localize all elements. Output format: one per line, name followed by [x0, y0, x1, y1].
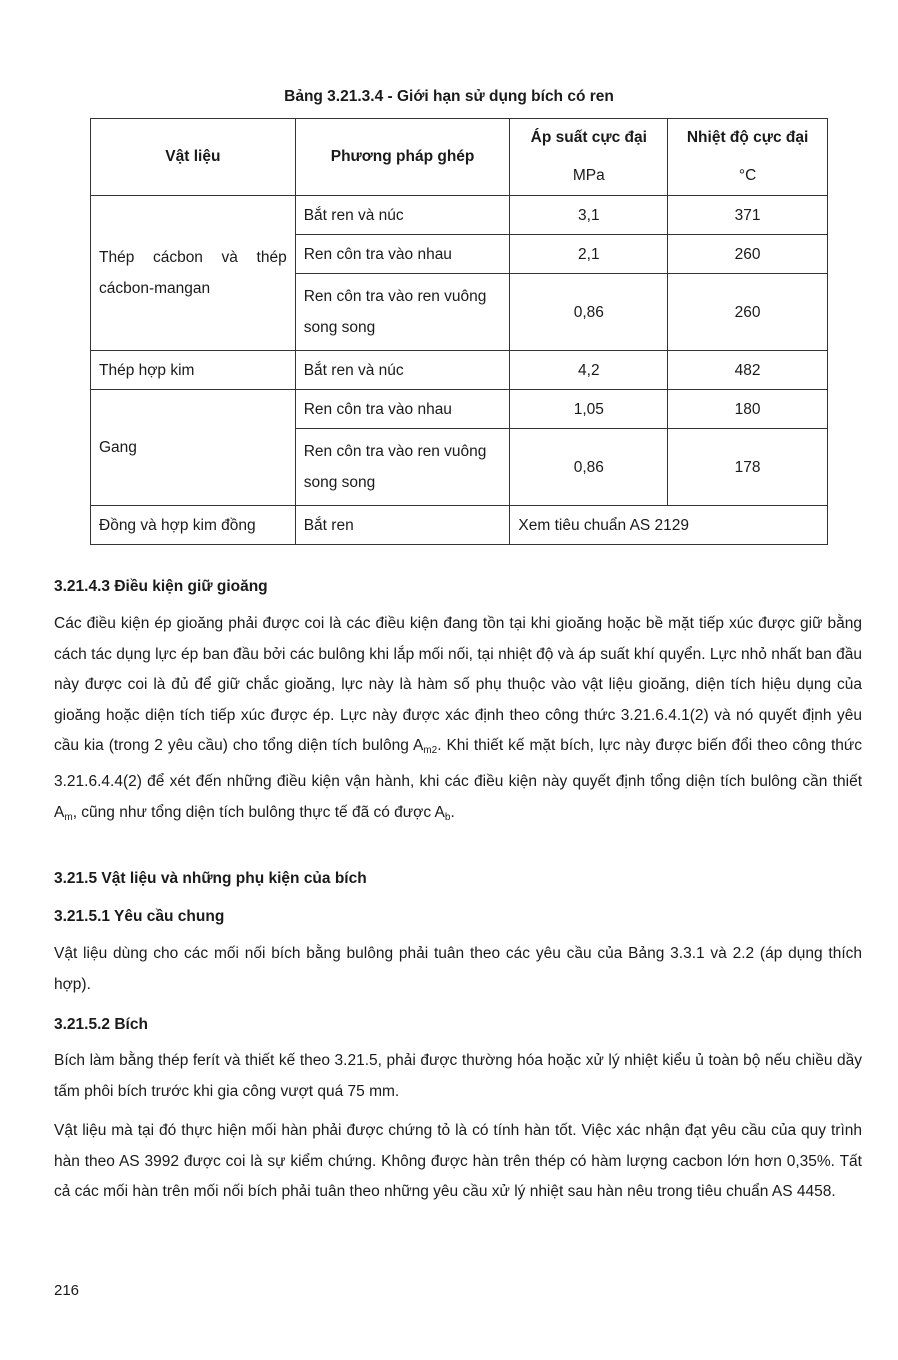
- material-cell: [91, 196, 296, 351]
- paragraph-general-requirements: Vật liệu dùng cho các mối nối bích bằng bulông phải tuân theo các yêu cầu của Bảng 3.3.1 và 2.2 (áp dụng thích hợp).: [54, 945, 862, 993]
- method-cell: Bắt ren: [295, 506, 510, 545]
- method-cell: Bắt ren và núc: [295, 351, 510, 390]
- section-heading-3-21-4-3: 3.21.4.3 Điều kiện giữ gioăng: [54, 578, 268, 595]
- temperature-cell: 180: [668, 390, 828, 429]
- header-pressure-unit: MPa: [572, 167, 605, 184]
- subscript: m: [64, 811, 73, 823]
- standard-note-cell: Xem tiêu chuẩn AS 2129: [510, 506, 828, 545]
- paragraph-text: .: [450, 803, 455, 821]
- pressure-cell: 0,86: [510, 274, 668, 351]
- table-header-row: [91, 119, 828, 196]
- section-heading-3-21-5-2: 3.21.5.2 Bích: [54, 1016, 148, 1033]
- pressure-cell: 2,1: [510, 235, 668, 274]
- material-cast-iron: Gang: [91, 390, 296, 506]
- temperature-cell: 260: [668, 235, 828, 274]
- header-pressure: [510, 119, 668, 196]
- material-copper: Đồng và hợp kim đồng: [91, 506, 296, 545]
- paragraph-text: , cũng như tổng diện tích bulông thực tế đã có được A: [72, 803, 445, 821]
- temperature-cell: 178: [668, 429, 828, 506]
- pressure-cell: 3,1: [510, 196, 668, 235]
- paragraph-weldability: Vật liệu mà tại đó thực hiện mối hàn phải được chứng tỏ là có tính hàn tốt. Việc xác nhận đạt yêu cầu của quy trình hàn theo AS 3992 được coi là sự kiểm chứng. Không được hàn trên thép có hàm lượng cacbon lớn hơn 0,35%. Tất cả các mối hàn trên mối nối bích phải tuân theo những yêu cầu xử lý nhiệt sau hàn nêu trong tiêu chuẩn AS 4458.: [54, 1122, 862, 1201]
- temperature-cell: 260: [668, 274, 828, 351]
- page-number: 216: [54, 1282, 80, 1299]
- subscript: b: [444, 811, 451, 823]
- table-row: [91, 196, 828, 235]
- table-row: [91, 390, 828, 429]
- section-heading-3-21-5: 3.21.5 Vật liệu và những phụ kiện của bích: [54, 870, 367, 887]
- method-cell: Ren côn tra vào ren vuông song song: [295, 274, 510, 351]
- subscript: m2: [423, 745, 438, 757]
- header-temperature-unit: °C: [738, 167, 757, 184]
- temperature-cell: 371: [668, 196, 828, 235]
- method-cell: Bắt ren và núc: [295, 196, 510, 235]
- method-cell: Ren côn tra vào nhau: [295, 390, 510, 429]
- paragraph-text: . Khi thiết kế mặt bích, lực này được biến đổi theo công thức 3.21.6.4.4(2) để xét đến những điều kiện vận hành, khi các điều kiện này quyết định tổng diện tích bulông cần thiết A: [54, 737, 862, 821]
- section-heading-3-21-5-1: 3.21.5.1 Yêu cầu chung: [54, 908, 225, 925]
- method-cell: Ren côn tra vào ren vuông song song: [295, 429, 510, 506]
- header-temperature-label: Nhiệt độ cực đại: [686, 129, 809, 146]
- paragraph-flange-heat-treatment: Bích làm bằng thép ferít và thiết kế theo 3.21.5, phải được thường hóa hoặc xử lý nhiệt kiểu ủ toàn bộ nếu chiều dầy tấm phôi bích trước khi gia công vượt quá 75 mm.: [54, 1052, 862, 1100]
- table-caption: Bảng 3.21.3.4 - Giới hạn sử dụng bích có ren: [284, 88, 614, 105]
- header-pressure-label: Áp suất cực đại: [530, 129, 647, 146]
- pressure-cell: 4,2: [510, 351, 668, 390]
- temperature-cell: 482: [668, 351, 828, 390]
- table-row: [91, 351, 828, 390]
- header-material: Vật liệu: [91, 119, 296, 196]
- method-cell: Ren côn tra vào nhau: [295, 235, 510, 274]
- paragraph-text: Các điều kiện ép gioăng phải được coi là các điều kiện đang tồn tại khi gioăng hoặc bề mặt tiếp xúc được giữ bằng cách tác dụng lực ép ban đầu bởi các bulông khi lắp mối nối, tại nhiệt độ và áp suất khí quyển. Lực nhỏ nhất ban đầu này được coi là đủ để giữ chắc gioăng, lực này là hàm số phụ thuộc vào vật liệu gioăng, diện tích hiệu dụng của gioăng hoặc diện tích tiếp xúc được ép. Lực này được xác định theo công thức 3.21.6.4.1(2) và nó quyết định yêu cầu kia (trong 2 yêu cầu) cho tổng diện tích bulông A: [54, 615, 862, 755]
- paragraph-gasket-seating: [54, 609, 862, 833]
- header-temperature: [668, 119, 828, 196]
- pressure-cell: 1,05: [510, 390, 668, 429]
- flange-limits-table: [90, 118, 828, 545]
- pressure-cell: 0,86: [510, 429, 668, 506]
- header-method: Phương pháp ghép: [295, 119, 510, 196]
- material-alloy-steel: Thép hợp kim: [91, 351, 296, 390]
- material-carbon-steel: Thép cácbon và thép cácbon-mangan: [99, 249, 287, 297]
- table-row: [91, 506, 828, 545]
